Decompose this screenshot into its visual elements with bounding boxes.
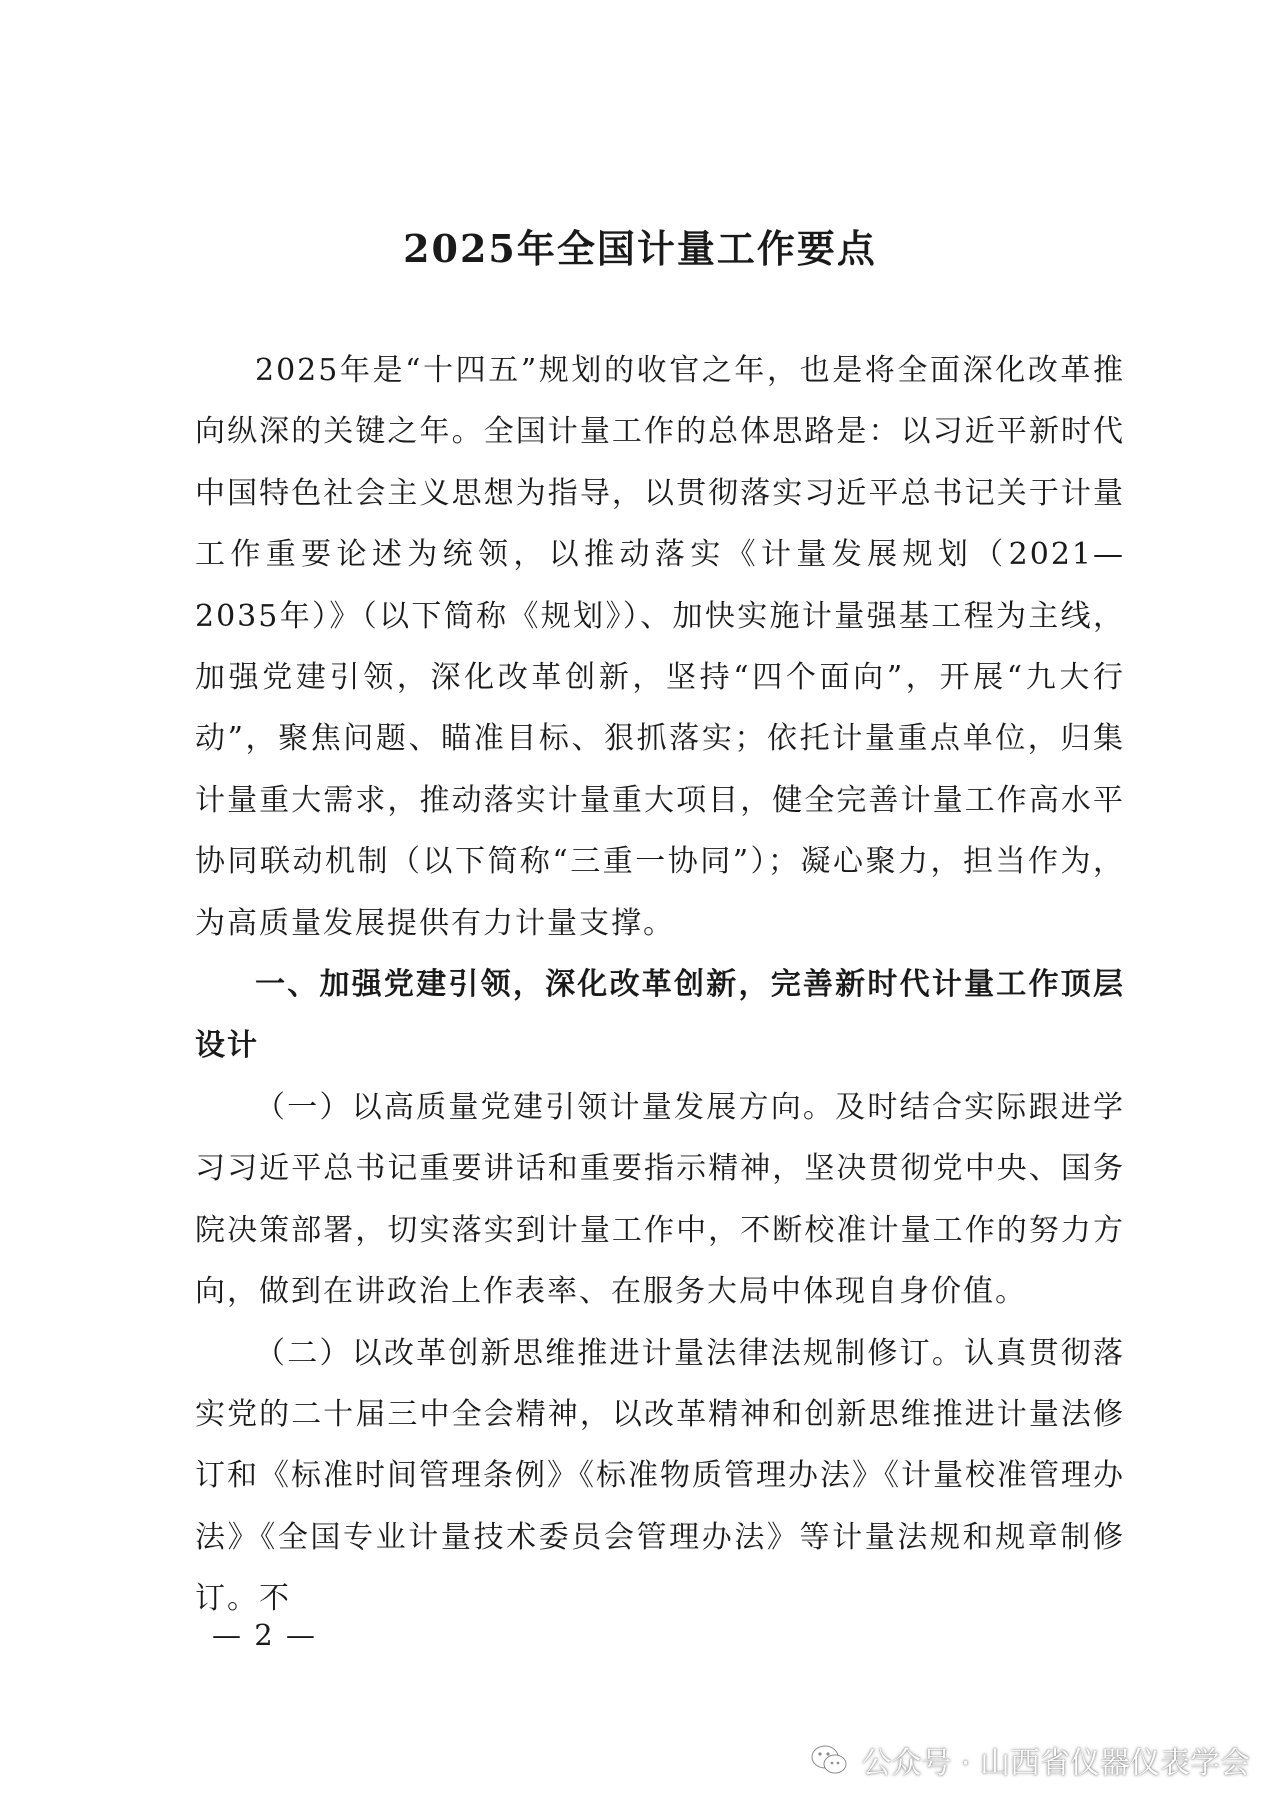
watermark-text: 公众号 · 山西省仪器仪表学会: [861, 1746, 1250, 1781]
watermark: [809, 1738, 1250, 1782]
paragraph-item-1: （一）以高质量党建引领计量发展方向。及时结合实际跟进学习习近平总书记重要讲话和重要指示精神，坚决贯彻党中央、国务院决策部署，切实落实到计量工作中，不断校准计量工作的努力方向，做到在讲政治上作表率、在服务大局中体现自身价值。: [195, 1089, 1125, 1310]
page-number: — 2 —: [212, 1618, 317, 1652]
document-title: 2025年全国计量工作要点: [403, 226, 877, 271]
paragraph-item-2: （二）以改革创新思维推进计量法律法规制修订。认真贯彻落实党的二十届三中全会精神，以改革精神和创新思维推进计量法修订和《标准时间管理条例》《标准物质管理办法》《计量校准管理办法》《全国专业计量技术委员会管理办法》等计量法规和规章制修订。不: [195, 1335, 1125, 1617]
wechat-icon: [809, 1740, 849, 1780]
section-heading: 一、加强党建引领，深化改革创新，完善新时代计量工作顶层设计: [195, 967, 1125, 1064]
document-body: [195, 340, 1125, 1630]
intro-paragraph: 2025年是“十四五”规划的收官之年，也是将全面深化改革推向纵深的关键之年。全国计量工作的总体思路是：以习近平新时代中国特色社会主义思想为指导，以贯彻落实习近平总书记关于计量工作重要论述为统领，以推动落实《计量发展规划（2021—2035年）》（以下简称《规划》）、加快实施计量强基工程为主线，加强党建引领，深化改革创新，坚持“四个面向”，开展“九大行动”，聚焦问题、瞄准目标、狠抓落实；依托计量重点单位，归集计量重大需求，推动落实计量重大项目，健全完善计量工作高水平协同联动机制（以下简称“三重一协同”）；凝心聚力，担当作为，为高质量发展提供有力计量支撑。: [195, 353, 1125, 941]
